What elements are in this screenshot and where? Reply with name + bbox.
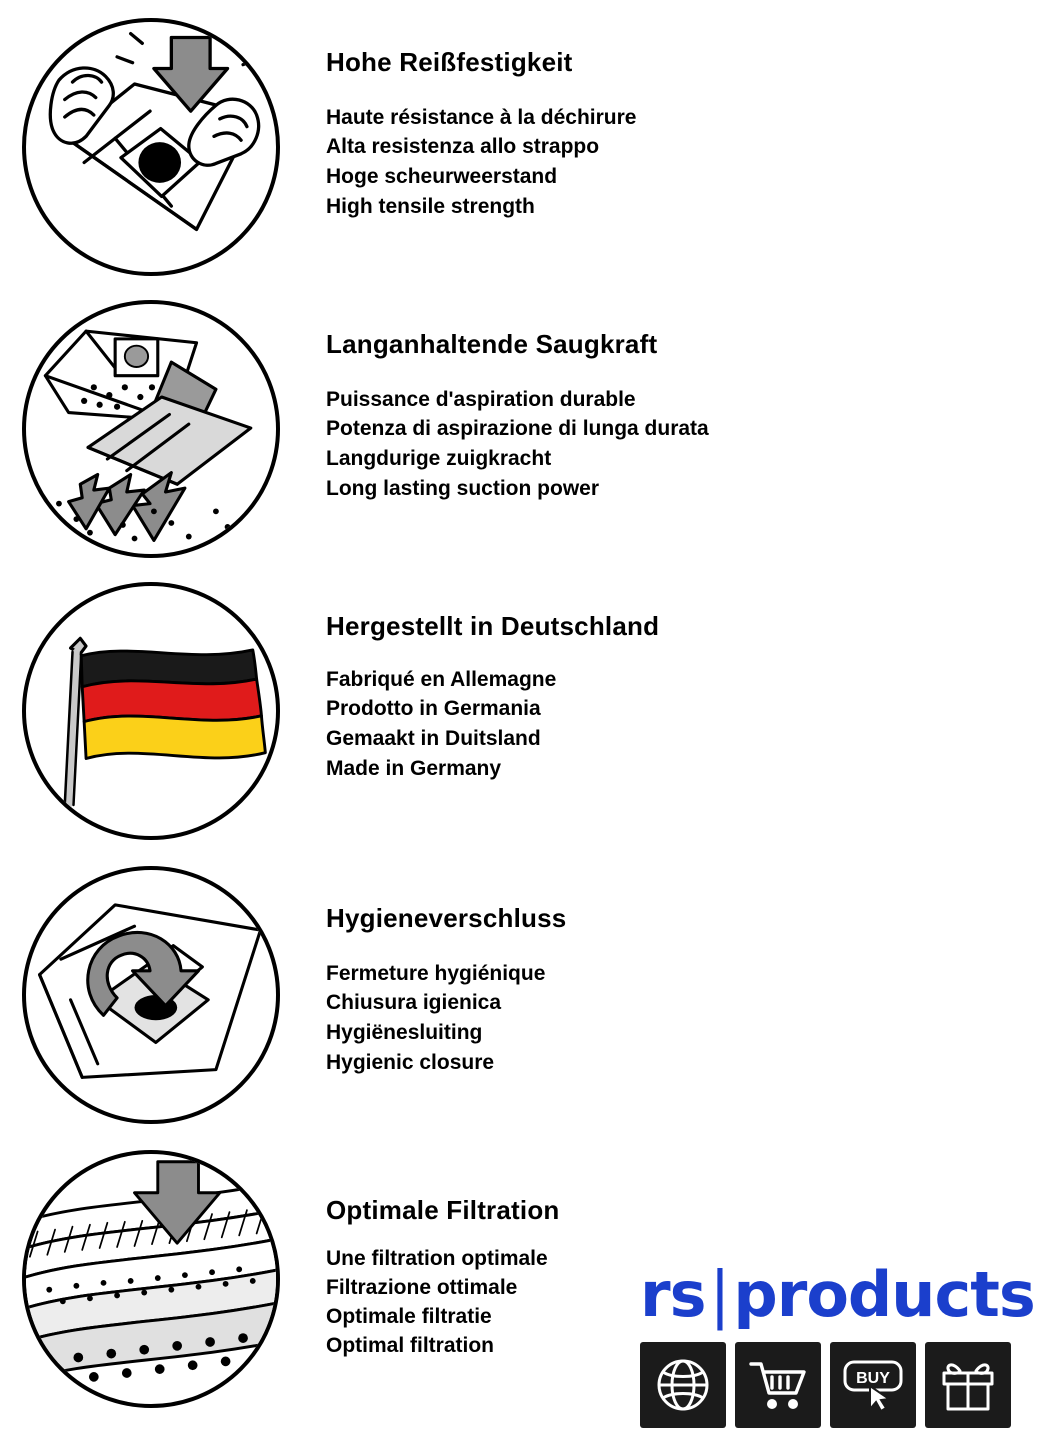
gift-box-icon[interactable]: [925, 1342, 1011, 1428]
feature-headline: Hergestellt in Deutschland: [326, 611, 660, 641]
translation-line: Prodotto in Germania: [326, 697, 541, 721]
feature-icon-wrap: [22, 866, 284, 1128]
translation-line: Fermeture hygiénique: [326, 961, 546, 985]
translation-line: Une filtration optimale: [326, 1246, 548, 1270]
feature-translations: [326, 103, 1040, 222]
translation-line: Chiusura igienica: [326, 991, 502, 1015]
translation-line: Made in Germany: [326, 757, 502, 781]
translation-line: Long lasting suction power: [326, 477, 599, 501]
translation-line: Hoge scheurweerstand: [326, 165, 558, 189]
translation-line: High tensile strength: [326, 195, 535, 219]
vacuum-nozzle-suction-icon: [22, 300, 280, 558]
feature-row: [0, 582, 1040, 844]
translation-line: Filtrazione ottimale: [326, 1275, 518, 1299]
feature-translations: [326, 665, 1040, 784]
feature-headline: Hohe Reißfestigkeit: [326, 47, 573, 77]
translation-line: Optimal filtration: [326, 1333, 494, 1357]
brand-name-second: products: [733, 1258, 1035, 1331]
brand-name-first: rs: [640, 1258, 706, 1331]
feature-headline: Langanhaltende Saugkraft: [326, 329, 658, 359]
feature-texts: [284, 866, 1040, 1078]
feature-icon-wrap: [22, 300, 284, 562]
shopping-cart-icon[interactable]: [735, 1342, 821, 1428]
feature-texts: [284, 18, 1040, 222]
feature-headline: Optimale Filtration: [326, 1195, 560, 1225]
translation-line: Langdurige zuigkracht: [326, 447, 552, 471]
brand-separator: |: [709, 1258, 730, 1331]
brand-icon-row: [640, 1342, 1032, 1428]
feature-translations: [326, 959, 1040, 1078]
feature-icon-wrap: [22, 582, 284, 844]
german-flag-icon: [22, 582, 280, 840]
translation-line: Fabriqué en Allemagne: [326, 667, 557, 691]
feature-row: [0, 866, 1040, 1128]
feature-icon-wrap: [22, 1150, 284, 1412]
translation-line: Hygiënesluiting: [326, 1021, 483, 1045]
feature-texts: [284, 300, 1040, 504]
feature-row: [0, 18, 1040, 280]
translation-line: Hygienic closure: [326, 1051, 495, 1075]
globe-icon[interactable]: [640, 1342, 726, 1428]
feature-row: [0, 300, 1040, 562]
hands-tearing-dust-bag-icon: [22, 18, 280, 276]
buy-button-icon[interactable]: [830, 1342, 916, 1428]
translation-line: Optimale filtratie: [326, 1304, 492, 1328]
multi-layer-filtration-icon: [22, 1150, 280, 1408]
translation-line: Alta resistenza allo strappo: [326, 135, 600, 159]
hygienic-closure-arrow-icon: [22, 866, 280, 1124]
translation-line: Haute résistance à la déchirure: [326, 105, 637, 129]
brand-block: [640, 1258, 1035, 1428]
feature-translations: [326, 385, 1040, 504]
brand-logo: [640, 1258, 1035, 1331]
translation-line: Potenza di aspirazione di lunga durata: [326, 417, 709, 441]
feature-headline: Hygieneverschluss: [326, 903, 567, 933]
svg-text:BUY: BUY: [856, 1370, 890, 1387]
feature-icon-wrap: [22, 18, 284, 280]
translation-line: Gemaakt in Duitsland: [326, 727, 541, 751]
feature-texts: [284, 582, 1040, 784]
translation-line: Puissance d'aspiration durable: [326, 387, 636, 411]
